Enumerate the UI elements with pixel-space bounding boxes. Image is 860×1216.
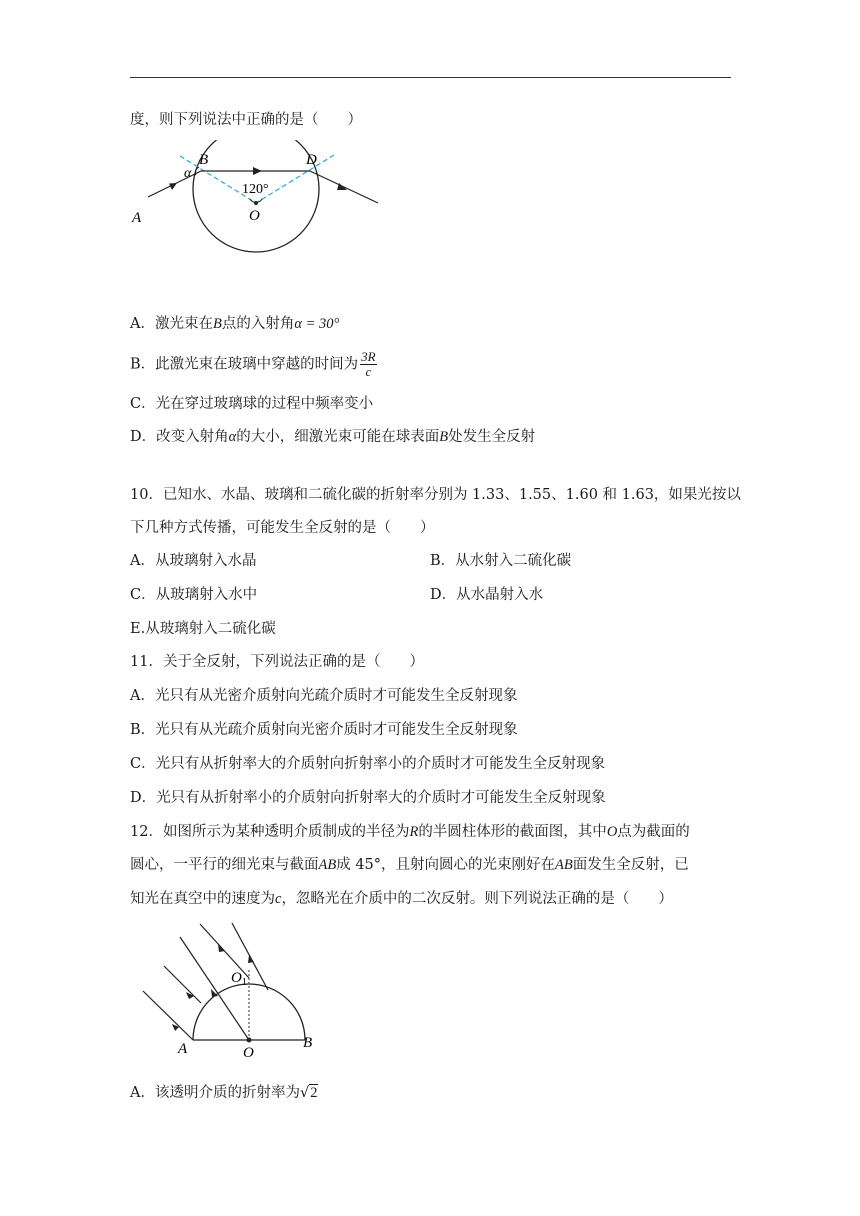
label-B: B (199, 152, 209, 168)
q10-option-a: A．从玻璃射入水晶 (130, 553, 257, 569)
ray-center (180, 937, 249, 1040)
q12-line2: 圆心，一平行的细光束与截面AB成 45°，且射向圆心的光束刚好在AB面发生全反射，已 (130, 857, 689, 873)
q10-line1: 10．已知水、水晶、玻璃和二硫化碳的折射率分别为 1.33、1.55、1.60 和 1.63，如果光按以 (130, 487, 741, 503)
label-O: O (249, 208, 260, 224)
label-angle: 120° (242, 182, 269, 197)
ray-2 (164, 966, 201, 1003)
inside-arrow (253, 167, 262, 175)
q9-option-c: C．光在穿过玻璃球的过程中频率变小 (130, 396, 374, 412)
center-dot (254, 201, 258, 205)
center-dot (247, 1038, 252, 1043)
ray-3-arrow (218, 944, 225, 952)
label-D: D (306, 152, 317, 168)
label-A: A (132, 210, 142, 226)
exit-ray (310, 171, 378, 203)
q11-option-a: A．光只有从光密介质射向光疏介质时才可能发生全反射现象 (130, 688, 518, 704)
q9-stem-tail: 度，则下列说法中正确的是（ ） (130, 112, 362, 128)
q11-option-b: B．光只有从光疏介质射向光密介质时才可能发生全反射现象 (130, 722, 518, 738)
q10-option-d: D．从水晶射入水 (430, 587, 544, 603)
label-O: O (243, 1045, 254, 1060)
q10-option-e: E.从玻璃射入二硫化碳 (130, 621, 276, 637)
q12-option-a: A．该透明介质的折射率为√2 (130, 1085, 318, 1101)
q9-figure (125, 140, 395, 275)
q11-stem: 11．关于全反射，下列说法正确的是（ ） (130, 654, 424, 670)
q10-line2: 下几种方式传播，可能发生全反射的是（ ） (130, 520, 435, 536)
alpha-equation: α = 30° (294, 316, 340, 332)
q11-option-c: C．光只有从折射率大的介质射向折射率小的介质时才可能发生全反射现象 (130, 756, 606, 772)
q9-option-b: B．此激光束在玻璃中穿越的时间为 $\frac{3R}{c}$ (130, 349, 376, 379)
ray-1 (143, 991, 193, 1040)
header-rule (130, 77, 731, 78)
q10-option-b: B．从水射入二硫化碳 (430, 553, 572, 569)
label-A: A (178, 1041, 188, 1057)
label-alpha: α (184, 166, 192, 181)
ray-4-arrow (248, 955, 254, 963)
q12-line3: 知光在真空中的速度为c，忽略光在介质中的二次反射。则下列说法正确的是（ ） (130, 891, 673, 907)
q9-option-a: A．激光束在B点的入射角α = 30° (130, 316, 340, 332)
q11-option-d: D．光只有从折射率小的介质射向折射率大的介质时才可能发生全反射现象 (130, 790, 606, 806)
time-fraction: $\frac{3R}{c}$ (361, 349, 376, 379)
label-B: B (303, 1035, 313, 1051)
sqrt-expression: √2 (299, 1085, 318, 1101)
q9-option-d: D．改变入射角α的大小，细激光束可能在球表面B处发生全反射 (130, 429, 536, 445)
q10-option-c: C．从玻璃射入水中 (130, 587, 258, 603)
q12-figure (135, 915, 330, 1060)
label-O1: $O_1$ (231, 970, 247, 988)
q12-line1: 12．如图所示为某种透明介质制成的半径为R的半圆柱体形的截面图，其中O点为截面的 (130, 824, 690, 840)
ray-2-arrow (186, 992, 194, 999)
